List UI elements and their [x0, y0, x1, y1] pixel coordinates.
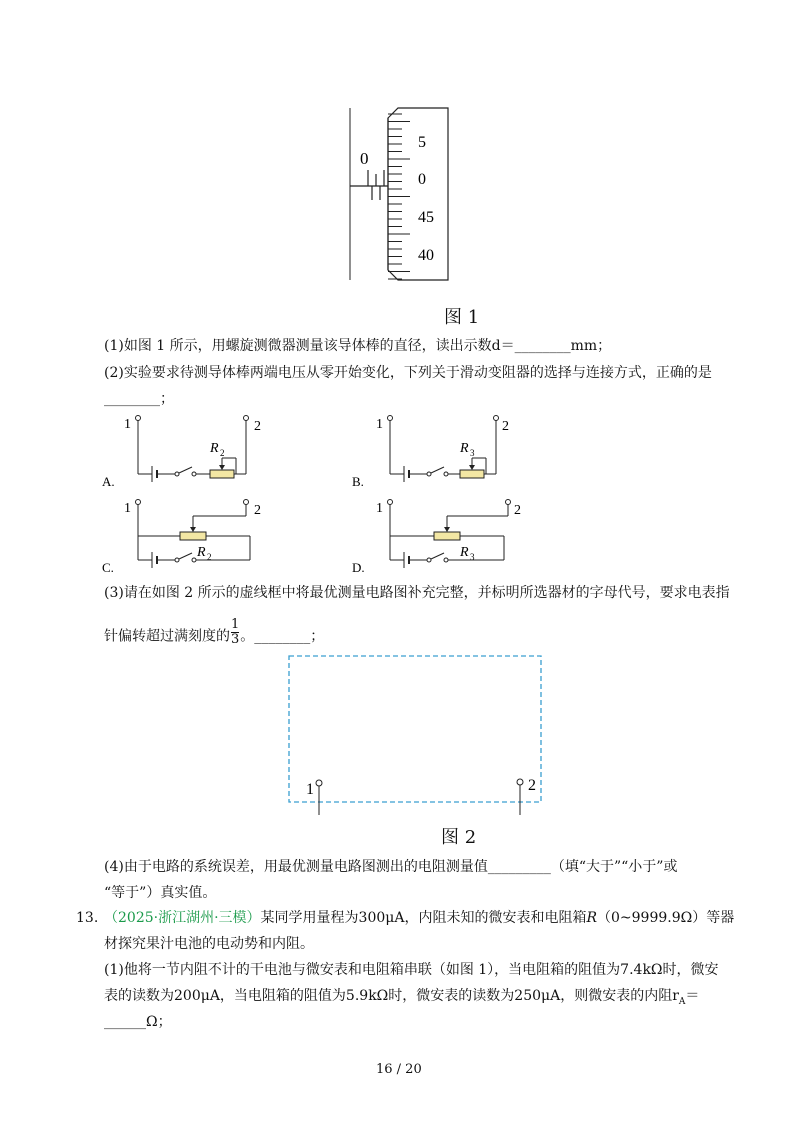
- option-d-circuit: [350, 496, 530, 576]
- svg-text:2: 2: [220, 448, 225, 458]
- question-13-sub1-line1: (1)他将一节内阻不计的干电池与微安表和电阻箱串联（如图 1），当电阻箱的阻值为7.4kΩ时，微安: [104, 962, 719, 978]
- svg-text:3: 3: [470, 552, 475, 562]
- option-b-letter: B.: [352, 474, 364, 489]
- option-c-letter: C.: [102, 560, 114, 575]
- question-13-line1: （2025·浙江湖州·三模）某同学用量程为300μA，内阻未知的微安表和电阻箱R（0~9999.9Ω）等器: [104, 910, 735, 926]
- svg-text:3: 3: [470, 448, 475, 458]
- svg-text:2: 2: [514, 503, 521, 518]
- question-4-line1: (4)由于电路的系统误差，用最优测量电路图测出的电阻测量值_________（填“大于”“小于”或: [104, 859, 678, 875]
- option-d-letter: D.: [352, 560, 365, 575]
- svg-text:2: 2: [207, 552, 212, 562]
- thimble-label-0: 0: [418, 171, 426, 188]
- svg-text:2: 2: [254, 503, 261, 518]
- svg-text:2: 2: [502, 419, 509, 434]
- thimble-label-5: 5: [418, 134, 426, 151]
- option-a-letter: A.: [102, 474, 115, 489]
- figure2-caption: 图 2: [441, 827, 477, 848]
- option-a-circuit: [100, 412, 280, 490]
- sleeve-zero-label: 0: [360, 149, 369, 168]
- question-source: （2025·浙江湖州·三模）: [104, 910, 261, 926]
- option-c-circuit: [100, 496, 280, 576]
- question-13-sub1-line3: ______Ω；: [104, 1014, 172, 1030]
- thimble-label-40: 40: [418, 247, 434, 264]
- figure2-dashed-box: [280, 650, 550, 825]
- question-3-line2: 针偏转超过满刻度的 $\frac{1}{3}$ 。________；: [104, 617, 325, 647]
- question-2-line2: ________；: [104, 391, 174, 407]
- question-4-line2: “等于”）真实值。: [104, 885, 217, 901]
- svg-text:1: 1: [376, 417, 383, 432]
- question-1: (1)如图 1 所示，用螺旋测微器测量该导体棒的直径，读出示数d＝________mm；: [104, 338, 612, 354]
- svg-text:R: R: [460, 441, 469, 456]
- svg-text:R: R: [460, 545, 469, 560]
- svg-text:2: 2: [254, 419, 261, 434]
- option-b-circuit: [350, 412, 530, 490]
- svg-text:R: R: [210, 441, 219, 456]
- figure1-caption: 图 1: [444, 307, 480, 328]
- terminal-1-label: 1: [306, 781, 314, 798]
- svg-text:1: 1: [124, 501, 131, 516]
- fraction: $\frac{1}{3}$: [231, 617, 240, 647]
- svg-text:1: 1: [124, 417, 131, 432]
- svg-text:R: R: [197, 545, 206, 560]
- question-13-sub1-line2: 表的读数为200μA，当电阻箱的阻值为5.9kΩ时，微安表的读数为250μA，则微安表的内阻$r_A=$: [104, 988, 700, 1007]
- question-2-line1: (2)实验要求待测导体棒两端电压从零开始变化，下列关于滑动变阻器的选择与连接方式，正确的是: [104, 365, 712, 381]
- page-number: 16 / 20: [376, 1062, 422, 1077]
- svg-text:1: 1: [376, 501, 383, 516]
- question-13-number: 13.: [76, 910, 99, 926]
- thimble-label-45: 45: [418, 209, 434, 226]
- question-13-line2: 材探究果汁电池的电动势和内阻。: [104, 936, 314, 952]
- terminal-2-label: 2: [528, 777, 536, 794]
- question-3-line1: (3)请在如图 2 所示的虚线框中将最优测量电路图补充完整，并标明所选器材的字母代号，要求电表指: [104, 585, 730, 601]
- micrometer-figure: [340, 100, 470, 290]
